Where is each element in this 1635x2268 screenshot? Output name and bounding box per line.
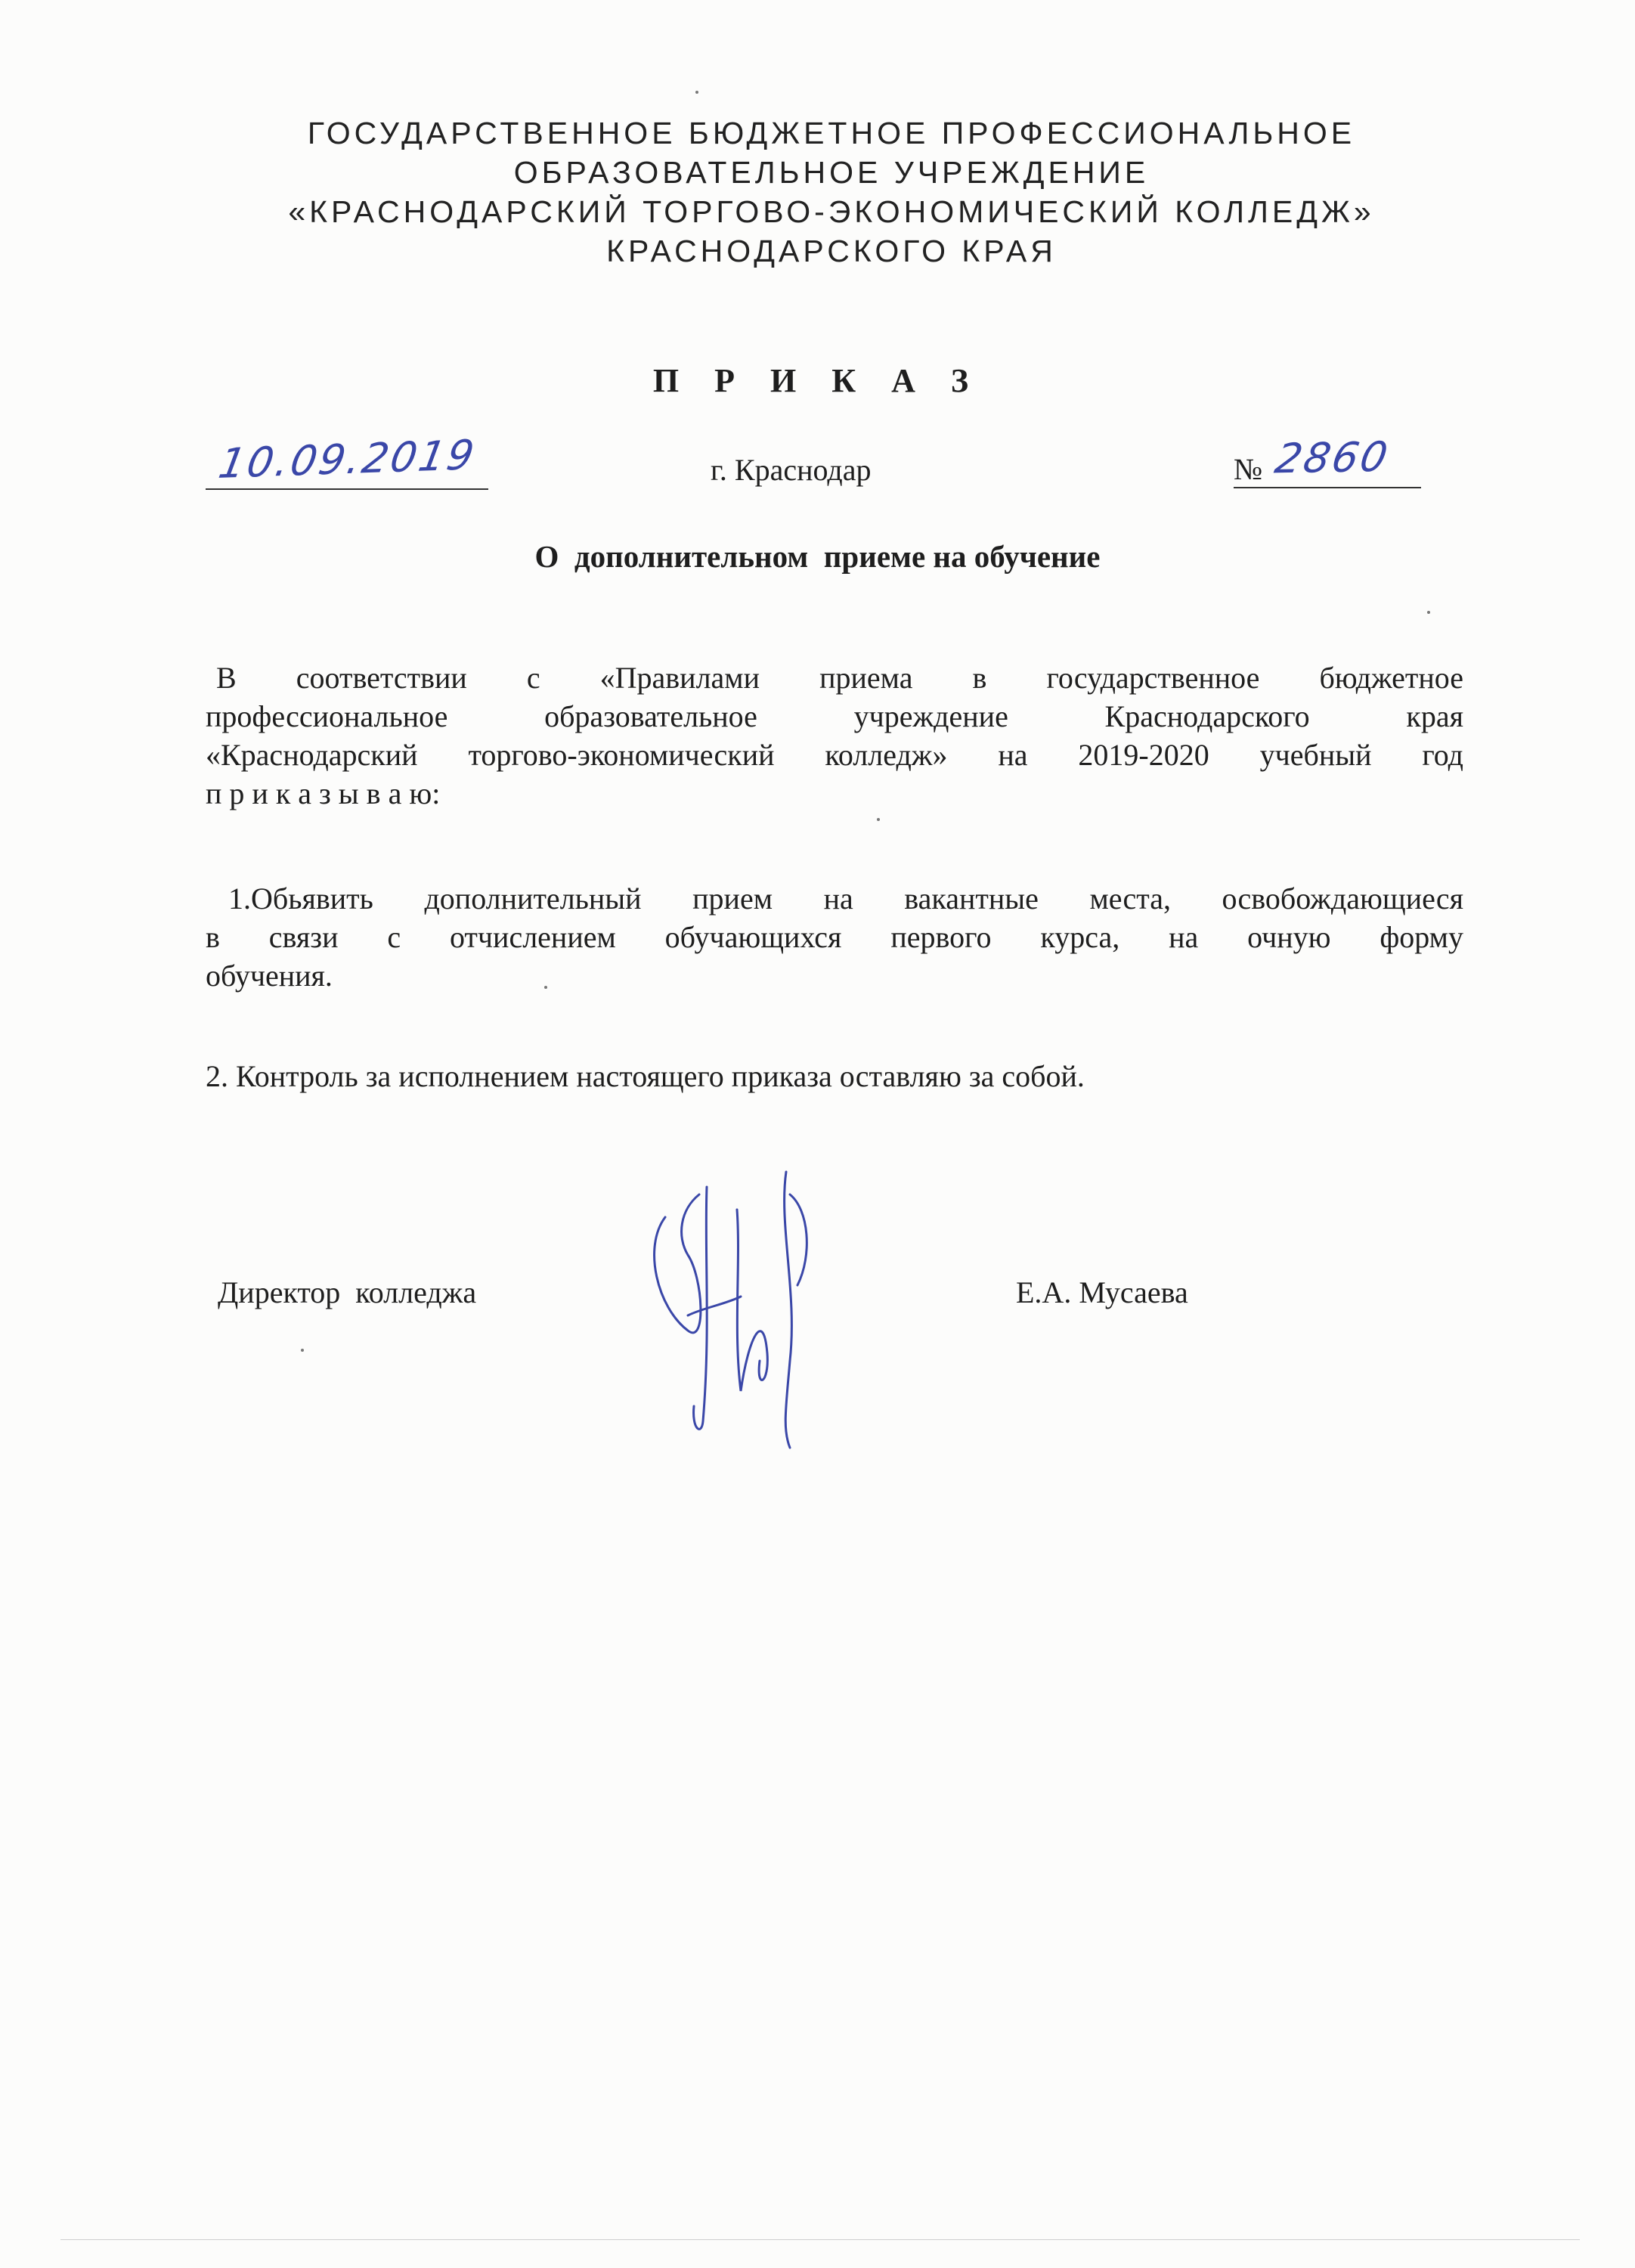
signatory-title: Директор колледжа <box>218 1275 477 1309</box>
header-line-3: «КРАСНОДАРСКИЙ ТОРГОВО-ЭКОНОМИЧЕСКИЙ КОЛЛЕДЖ» <box>288 194 1375 229</box>
paragraph-item-2: 2. Контроль за исполнением настоящего приказа оставляю за собой. <box>206 1059 1085 1093</box>
header-line-1: ГОСУДАРСТВЕННОЕ БЮДЖЕТНОЕ ПРОФЕССИОНАЛЬНОЕ <box>307 116 1356 150</box>
header-line-4: КРАСНОДАРСКОГО КРАЯ <box>606 234 1057 268</box>
item-1-line-1: 1.Обьявить дополнительный прием на вакантные места, освобождающиеся <box>228 881 1463 916</box>
preamble-line-3: «Краснодарский торгово-экономический колледж» на 2019-2020 учебный год <box>206 738 1463 772</box>
item-1-line-2: в связи с отчислением обучающихся первого курса, на очную форму <box>206 920 1463 954</box>
paragraph-item-1 <box>206 879 1463 995</box>
order-number: 2860 <box>1271 432 1394 483</box>
paragraph-preamble <box>206 658 1463 813</box>
order-city: г. Краснодар <box>711 453 872 487</box>
preamble-line-2: профессиональное образовательное учреждение Краснодарского края <box>206 699 1463 733</box>
scan-speck <box>301 1349 304 1352</box>
order-number-label: № <box>1234 452 1421 488</box>
header-line-2: ОБРАЗОВАТЕЛЬНОЕ УЧРЕЖДЕНИЕ <box>513 155 1150 190</box>
scan-speck <box>544 986 547 989</box>
institution-header <box>151 113 1512 271</box>
scan-bottom-edge <box>60 2239 1580 2240</box>
scan-speck <box>877 818 880 821</box>
scan-speck <box>695 91 698 94</box>
signatory-name: Е.А. Мусаева <box>1016 1275 1188 1309</box>
preamble-line-1: В соответствии с «Правилами приема в государственное бюджетное <box>216 661 1463 695</box>
preamble-line-4: п р и к а з ы в а ю: <box>206 776 441 810</box>
order-title: П Р И К А З <box>652 362 983 399</box>
handwritten-signature <box>635 1164 862 1452</box>
order-subject: О дополнительном приеме на обучение <box>534 539 1101 574</box>
scan-speck <box>1427 611 1430 614</box>
date-underline <box>206 488 488 490</box>
item-1-line-3: обучения. <box>206 959 333 993</box>
order-date: 10.09.2019 <box>215 430 480 488</box>
